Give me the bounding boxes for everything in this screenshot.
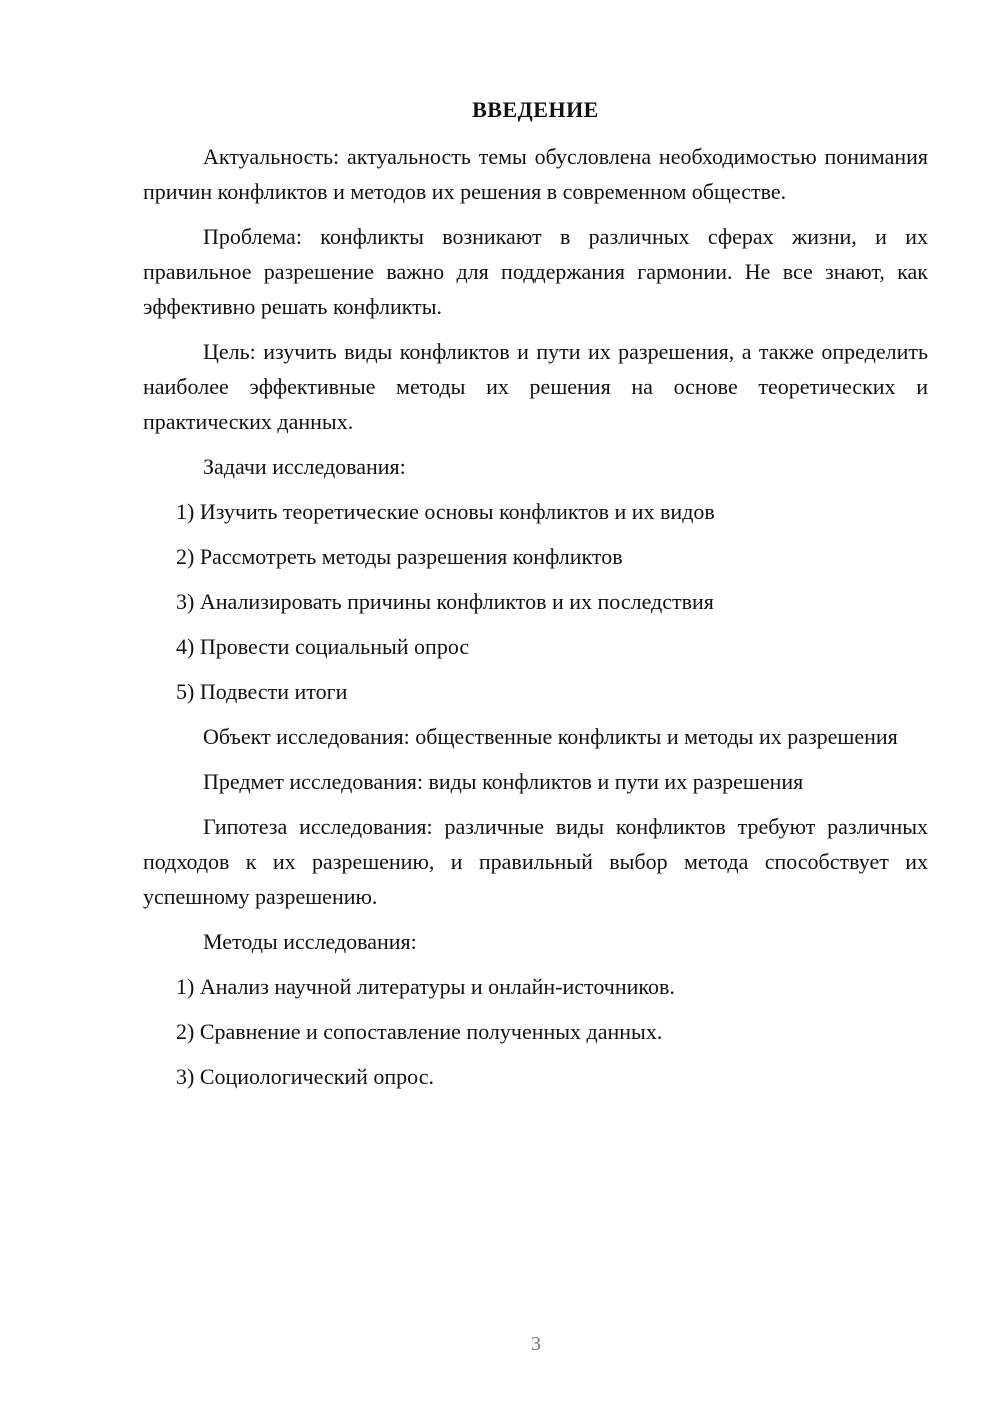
tasks-list (143, 494, 928, 709)
relevance-paragraph: Актуальность: актуальность темы обусловлена необходимостью понимания причин конфликтов и методов их решения в современном обществе. (143, 144, 928, 204)
list-item: 2) Рассмотреть методы разрешения конфликтов (176, 544, 623, 569)
page-title: ВВЕДЕНИЕ (472, 97, 599, 122)
hypothesis-paragraph: Гипотеза исследования: различные виды конфликтов требуют различных подходов к их разрешению, и правильный выбор метода способствует их успешному разрешению. (143, 814, 928, 909)
list-item: 5) Подвести итоги (176, 679, 348, 704)
list-item: 3) Анализировать причины конфликтов и их последствия (176, 589, 714, 614)
list-item: 4) Провести социальный опрос (176, 634, 470, 659)
list-item: 3) Социологический опрос. (176, 1064, 434, 1089)
page-content (143, 96, 928, 1104)
goal-paragraph: Цель: изучить виды конфликтов и пути их разрешения, а также определить наиболее эффективные методы их решения на основе теоретических и практических данных. (143, 339, 928, 434)
problem-paragraph: Проблема: конфликты возникают в различных сферах жизни, и их правильное разрешение важно для поддержания гармонии. Не все знают, как эффективно решать конфликты. (143, 224, 928, 319)
methods-heading: Методы исследования: (203, 929, 417, 954)
list-item: 2) Сравнение и сопоставление полученных данных. (176, 1019, 663, 1044)
methods-list (143, 969, 928, 1094)
tasks-heading: Задачи исследования: (203, 454, 406, 479)
object-paragraph: Объект исследования: общественные конфликты и методы их разрешения (203, 724, 898, 749)
subject-paragraph: Предмет исследования: виды конфликтов и пути их разрешения (203, 769, 804, 794)
list-item: 1) Изучить теоретические основы конфликтов и их видов (176, 499, 715, 524)
page-number: 3 (531, 1333, 541, 1355)
list-item: 1) Анализ научной литературы и онлайн-источников. (176, 974, 675, 999)
